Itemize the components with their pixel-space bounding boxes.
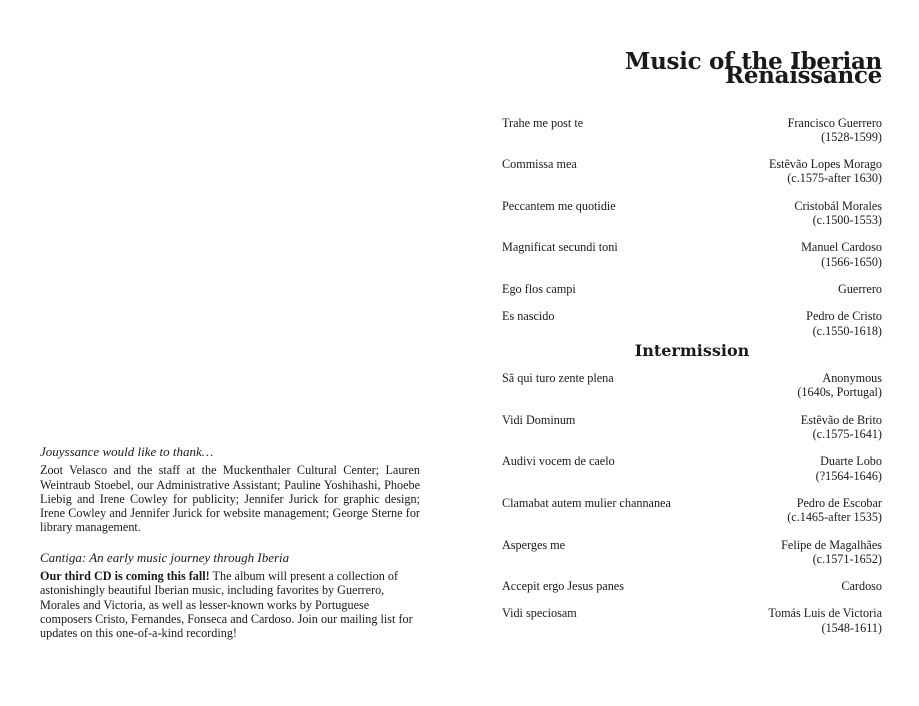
program-item (502, 371, 882, 400)
composer-dates: (1528-1599) (821, 129, 882, 144)
composer-block (787, 496, 882, 525)
piece-title: Ego flos campi (502, 281, 576, 296)
thanks-section (40, 445, 420, 535)
composer-block (769, 157, 882, 186)
program-item (502, 199, 882, 228)
cd-heading: Cantiga: An early music journey through Iberia (40, 549, 290, 565)
composer-dates: (1640s, Portugal) (797, 385, 882, 400)
composer-name: Cardoso (841, 579, 882, 594)
program-item (502, 282, 882, 296)
thanks-body: Zoot Velasco and the staff at the Muckenthaler Cultural Center; Lauren Weintraub Stoebel, our Administrative Assistant; Pauline Yoshihashi, Phoebe Liebig and Irene Cowley for publicity; Jennifer Jurick for graphic design; Irene Cowley and Jennifer Jurick for website management; George Sterne for library management. (40, 463, 420, 535)
composer-dates: (1548-1611) (821, 620, 882, 635)
composer-block (794, 199, 882, 228)
composer-name: Anonymous (822, 371, 882, 386)
composer-name: Duarte Lobo (820, 454, 882, 469)
composer-name: Pedro de Cristo (806, 309, 882, 324)
left-column (40, 445, 420, 641)
program-item (502, 157, 882, 186)
composer-dates: (c.1550-1618) (812, 323, 882, 338)
piece-title: Sã qui turo zente plena (502, 371, 614, 386)
program-item (502, 606, 882, 635)
intermission-heading: Intermission (634, 340, 750, 360)
composer-block (838, 282, 882, 296)
cd-lead: Our third CD is coming this fall! (40, 569, 210, 584)
piece-title: Audivi vocem de caelo (502, 454, 615, 469)
composer-dates: (c.1465-after 1535) (787, 510, 882, 525)
composer-dates: (c.1575-1641) (812, 427, 882, 442)
composer-dates: (c.1571-1652) (812, 551, 882, 566)
piece-title: Clamabat autem mulier channanea (502, 495, 671, 510)
composer-dates: (c.1575-after 1630) (787, 171, 882, 186)
composer-block (801, 413, 882, 442)
composer-dates: (c.1500-1553) (812, 213, 882, 228)
cd-section (40, 551, 420, 641)
piece-title: Trahe me post te (502, 115, 584, 130)
program-item (502, 413, 882, 442)
program-item (502, 579, 882, 593)
composer-name: Estêvão Lopes Morago (768, 157, 882, 172)
piece-title: Asperges me (502, 537, 566, 552)
program-list-first-half (502, 116, 882, 338)
composer-block (768, 606, 882, 635)
composer-dates: (1566-1650) (821, 254, 882, 269)
piece-title: Vidi speciosam (502, 606, 577, 621)
composer-name: Cristobál Morales (794, 198, 882, 213)
composer-name: Tomás Luis de Victoria (768, 606, 882, 621)
cd-body (40, 569, 420, 640)
composer-block (797, 371, 882, 400)
program-item (502, 454, 882, 483)
piece-title: Magnificat secundi toni (502, 240, 618, 255)
piece-title: Vidi Dominum (502, 412, 576, 427)
composer-block (806, 309, 882, 338)
program-item (502, 240, 882, 269)
composer-name: Pedro de Escobar (796, 495, 882, 510)
composer-dates: (?1564-1646) (815, 468, 882, 483)
composer-block (801, 240, 882, 269)
program-item (502, 496, 882, 525)
program-item (502, 538, 882, 567)
composer-name: Guerrero (838, 281, 882, 296)
program-column (502, 48, 882, 648)
composer-block (841, 579, 882, 593)
composer-name: Felipe de Magalhães (781, 537, 882, 552)
piece-title: Accepit ergo Jesus panes (502, 579, 624, 594)
piece-title: Peccantem me quotidie (502, 198, 616, 213)
piece-title: Es nascido (502, 309, 555, 324)
cd-body-text: The album will present a collection of astonishingly beautiful Iberian music, including favorites by Guerrero, Morales and Victoria, as well as lesser-known works by Portuguese composers Cristo, Fernandes, Fonseca and Cardoso. Join our mailing list for updates on this one-of-a-kind recording! (40, 569, 413, 641)
composer-block (781, 538, 882, 567)
composer-name: Manuel Cardoso (801, 240, 882, 255)
thanks-heading: Jouyssance would like to thank… (40, 444, 214, 459)
composer-block (816, 454, 882, 483)
program-item (502, 116, 882, 145)
composer-name: Estêvão de Brito (800, 412, 882, 427)
composer-name: Francisco Guerrero (787, 115, 882, 130)
piece-title: Commissa mea (502, 157, 577, 172)
program-list-second-half (502, 371, 882, 635)
composer-block (788, 116, 882, 145)
program-title: Music of the Iberian Renaissance (624, 48, 882, 90)
program-item (502, 309, 882, 338)
